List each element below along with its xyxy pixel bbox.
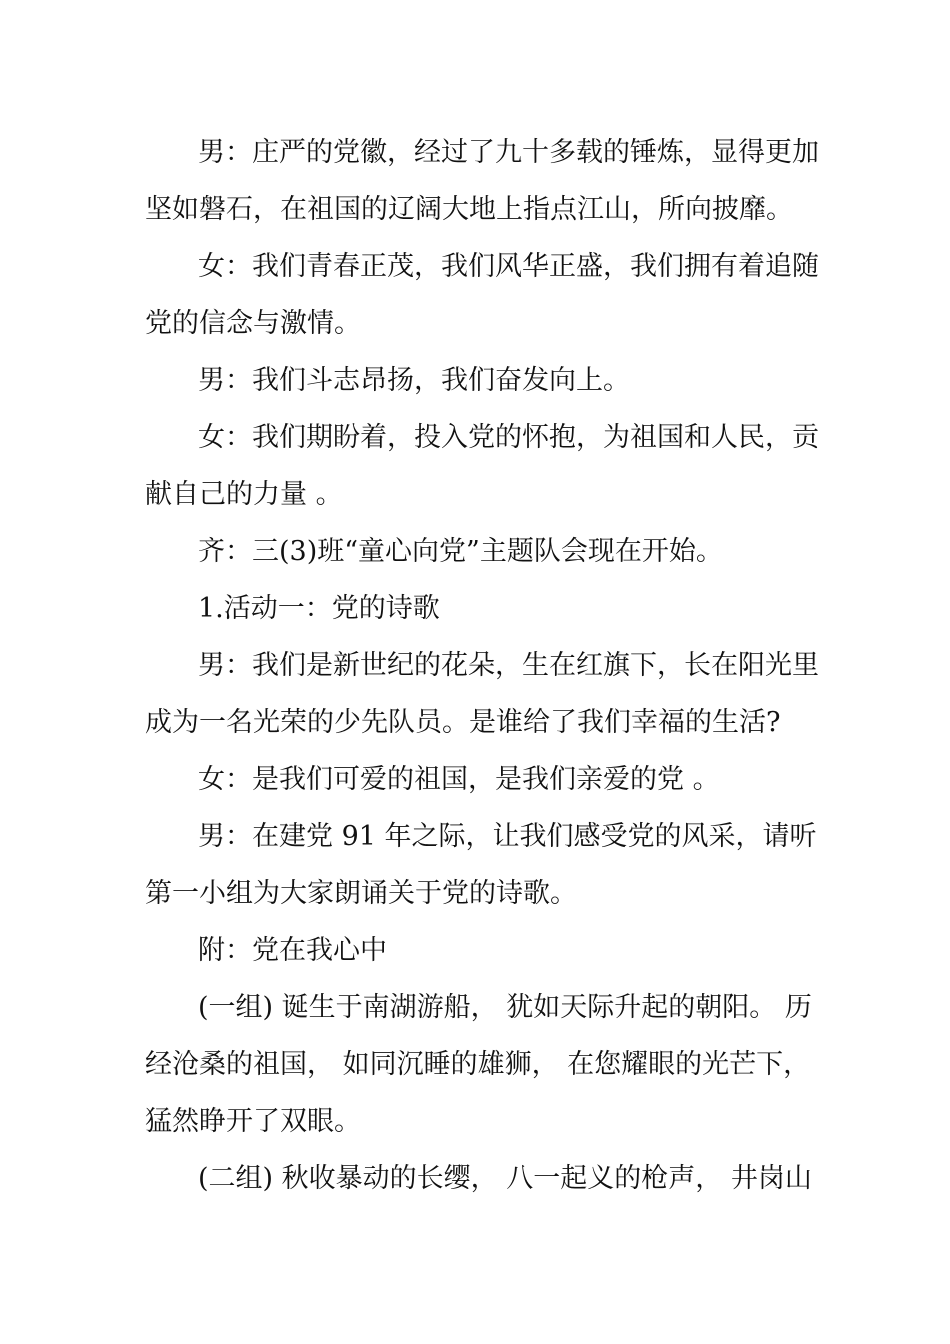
text-line: 献自己的力量 。 — [145, 479, 343, 510]
text-line: 女：我们青春正茂，我们风华正盛，我们拥有着追随 — [198, 251, 819, 282]
text-line: 男：我们是新世纪的花朵，生在红旗下，长在阳光里 — [198, 650, 819, 681]
text-line: (一组) 诞生于南湖游船， 犹如天际升起的朝阳。 历 — [198, 992, 812, 1023]
text-line: 第一小组为大家朗诵关于党的诗歌。 — [145, 878, 577, 909]
text-line: 男：庄严的党徽，经过了九十多载的锤炼，显得更加 — [198, 137, 819, 168]
text-line: 猛然睁开了双眼。 — [145, 1106, 361, 1137]
text-line: 经沧桑的祖国， 如同沉睡的雄狮， 在您耀眼的光芒下， — [145, 1049, 811, 1080]
text-line: 附：党在我心中 — [198, 935, 387, 966]
text-line: 女：我们期盼着，投入党的怀抱，为祖国和人民，贡 — [198, 422, 819, 453]
text-line: 女：是我们可爱的祖国，是我们亲爱的党 。 — [198, 764, 720, 795]
text-line: 齐：三(3)班“童心向党”主题队会现在开始。 — [198, 536, 723, 567]
text-line: 男：我们斗志昂扬，我们奋发向上。 — [198, 365, 630, 396]
text-line: 男：在建党 91 年之际，让我们感受党的风采，请听 — [198, 821, 817, 852]
text-line: (二组) 秋收暴动的长缨， 八一起义的枪声， 井岗山 — [198, 1163, 812, 1194]
text-line: 坚如磐石，在祖国的辽阔大地上指点江山，所向披靡。 — [145, 194, 793, 225]
text-line: 成为一名光荣的少先队员。是谁给了我们幸福的生活? — [145, 707, 781, 738]
text-line: 党的信念与激情。 — [145, 308, 361, 339]
section-heading: 1.活动一：党的诗歌 — [198, 593, 440, 624]
